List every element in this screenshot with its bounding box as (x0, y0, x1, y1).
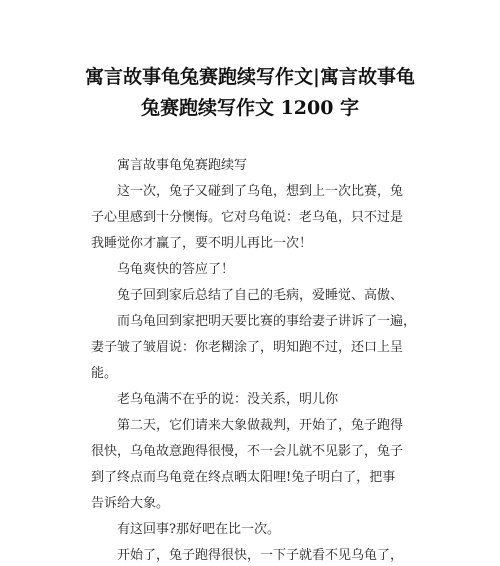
body-line: 兔子回到家后总结了自己的毛病，爱睡觉、高傲、 (117, 288, 404, 303)
body-line: 老乌龟满不在乎的说：没关系，明儿你 (117, 392, 339, 407)
body-line: 而乌龟回到家把明天要比赛的事给妻子讲诉了一遍， (117, 314, 417, 329)
section-heading: 寓言故事龟兔赛跑续写 (117, 158, 248, 173)
body-line: 我睡觉你才赢了，要不明儿再比一次！ (91, 236, 313, 251)
body-line: 妻子皱了皱眉说：你老糊涂了，明知跑不过，还口上呈 (91, 340, 404, 355)
body-line: 告诉给大象。 (91, 496, 170, 511)
body-line: 到了终点而乌龟竟在终点晒太阳哩!兔子明白了，把事 (91, 470, 396, 485)
title-line-2: 兔赛跑续写作文 1200 字 (140, 97, 360, 119)
body-line: 子心里感到十分懊悔。它对乌龟说：老乌龟，只不过是 (91, 210, 404, 225)
body-line: 这一次，兔子又碰到了乌龟，想到上一次比赛，兔 (117, 184, 404, 199)
title-line-1: 寓言故事龟兔赛跑续写作文|寓言故事龟 (85, 66, 415, 88)
body-line: 第二天，它们请来大象做裁判，开始了，兔子跑得 (117, 418, 404, 433)
body-line: 能。 (91, 366, 118, 381)
body-line: 有这回事?那好吧在比一次。 (117, 522, 280, 537)
body-line: 乌龟爽快的答应了！ (117, 262, 235, 277)
body-line: 开始了，兔子跑得很快，一下子就看不见乌龟了， (117, 548, 404, 563)
body-line: 很快，乌龟故意跑得很慢，不一会儿就不见影了，兔子 (91, 444, 404, 459)
document-title (40, 62, 460, 124)
